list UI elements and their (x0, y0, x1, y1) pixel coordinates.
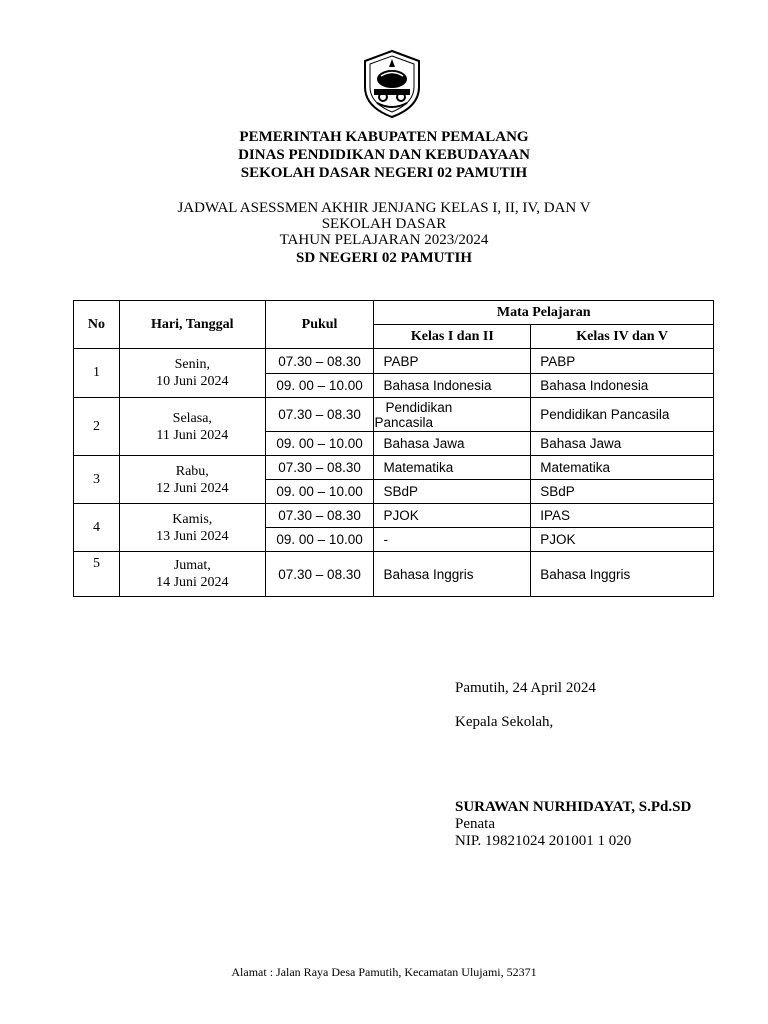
row-class-a (374, 398, 531, 432)
row-class-b: PABP (531, 349, 714, 374)
signature-position: Kepala Sekolah, (455, 714, 554, 730)
row-time: 09. 00 – 10.00 (265, 528, 374, 552)
row-class-b: Bahasa Jawa (531, 432, 714, 456)
row-class-a: SBdP (374, 480, 531, 504)
title-line1: JADWAL ASESSMEN AKHIR JENJANG KELAS I, II, IV, DAN V (177, 200, 591, 216)
row-no: 3 (74, 456, 120, 504)
row-class-b: PJOK (531, 528, 714, 552)
row-class-b: SBdP (531, 480, 714, 504)
row-day-date (119, 349, 265, 398)
row-day: Selasa, (172, 410, 212, 426)
row-no: 5 (74, 552, 120, 597)
row-class-b: Bahasa Inggris (531, 552, 714, 597)
row-class-a: Bahasa Jawa (374, 432, 531, 456)
row-time: 09. 00 – 10.00 (265, 374, 374, 398)
row-time: 09. 00 – 10.00 (265, 480, 374, 504)
row-class-a: Bahasa Indonesia (374, 374, 531, 398)
row-time: 07.30 – 08.30 (265, 349, 374, 374)
row-no: 1 (74, 349, 120, 398)
row-day: Kamis, (172, 511, 213, 527)
row-day: Senin, (174, 357, 210, 372)
table-row (74, 504, 714, 528)
signature-place-date: Pamutih, 24 April 2024 (455, 680, 596, 696)
row-day-date (119, 456, 265, 504)
row-date: 12 Juni 2024 (156, 480, 229, 496)
title-line3: TAHUN PELAJARAN 2023/2024 (279, 232, 489, 248)
letterhead-line3: SEKOLAH DASAR NEGERI 02 PAMUTIH (240, 165, 528, 181)
row-no: 4 (74, 504, 120, 552)
header-day-date: Hari, Tanggal (119, 301, 265, 349)
document-title (0, 199, 768, 267)
header-no: No (74, 301, 120, 349)
table-row (74, 349, 714, 374)
row-time: 07.30 – 08.30 (265, 552, 374, 597)
row-class-a-line1: Pendidikan (385, 399, 453, 415)
title-line4: SD NEGERI 02 PAMUTIH (296, 250, 472, 266)
row-class-b: Matematika (531, 456, 714, 480)
row-class-b: IPAS (531, 504, 714, 528)
table-row (74, 398, 714, 432)
row-date: 14 Juni 2024 (156, 575, 229, 590)
row-date: 10 Juni 2024 (156, 374, 229, 389)
header-subjects: Mata Pelajaran (374, 301, 714, 325)
signature-nip: NIP. 19821024 201001 1 020 (455, 833, 632, 849)
row-class-b: Pendidikan Pancasila (531, 398, 714, 432)
row-class-a: Bahasa Inggris (374, 552, 531, 597)
row-class-a-line2: Pancasila (374, 414, 433, 430)
row-time: 07.30 – 08.30 (265, 398, 374, 432)
row-class-a: Matematika (374, 456, 531, 480)
row-class-b: Bahasa Indonesia (531, 374, 714, 398)
row-date: 11 Juni 2024 (156, 427, 229, 443)
schedule-table (73, 300, 714, 597)
footer-address: Alamat : Jalan Raya Desa Pamutih, Kecamatan Ulujami, 52371 (231, 965, 537, 979)
row-time: 07.30 – 08.30 (265, 456, 374, 480)
header-class-a: Kelas I dan II (374, 325, 531, 349)
row-class-a: - (374, 528, 531, 552)
header-time: Pukul (265, 301, 374, 349)
signature-rank: Penata (455, 816, 495, 832)
row-time: 09. 00 – 10.00 (265, 432, 374, 456)
row-date: 13 Juni 2024 (156, 528, 229, 544)
row-class-a: PJOK (374, 504, 531, 528)
table-row (74, 456, 714, 480)
row-no: 2 (74, 398, 120, 456)
table-row (74, 552, 714, 597)
letterhead (0, 128, 768, 182)
row-day: Rabu, (175, 463, 209, 479)
row-day-date (119, 398, 265, 456)
row-day: Jumat, (173, 558, 211, 573)
header-class-b: Kelas IV dan V (531, 325, 714, 349)
row-day-date (119, 504, 265, 552)
row-day-date (119, 552, 265, 597)
letterhead-line2: DINAS PENDIDIKAN DAN KEBUDAYAAN (238, 147, 530, 163)
row-time: 07.30 – 08.30 (265, 504, 374, 528)
letterhead-line1: PEMERINTAH KABUPATEN PEMALANG (239, 129, 529, 145)
regency-emblem-icon (361, 49, 423, 119)
title-line2: SEKOLAH DASAR (321, 216, 447, 232)
signature-name: SURAWAN NURHIDAYAT, S.Pd.SD (455, 799, 692, 815)
row-class-a: PABP (374, 349, 531, 374)
